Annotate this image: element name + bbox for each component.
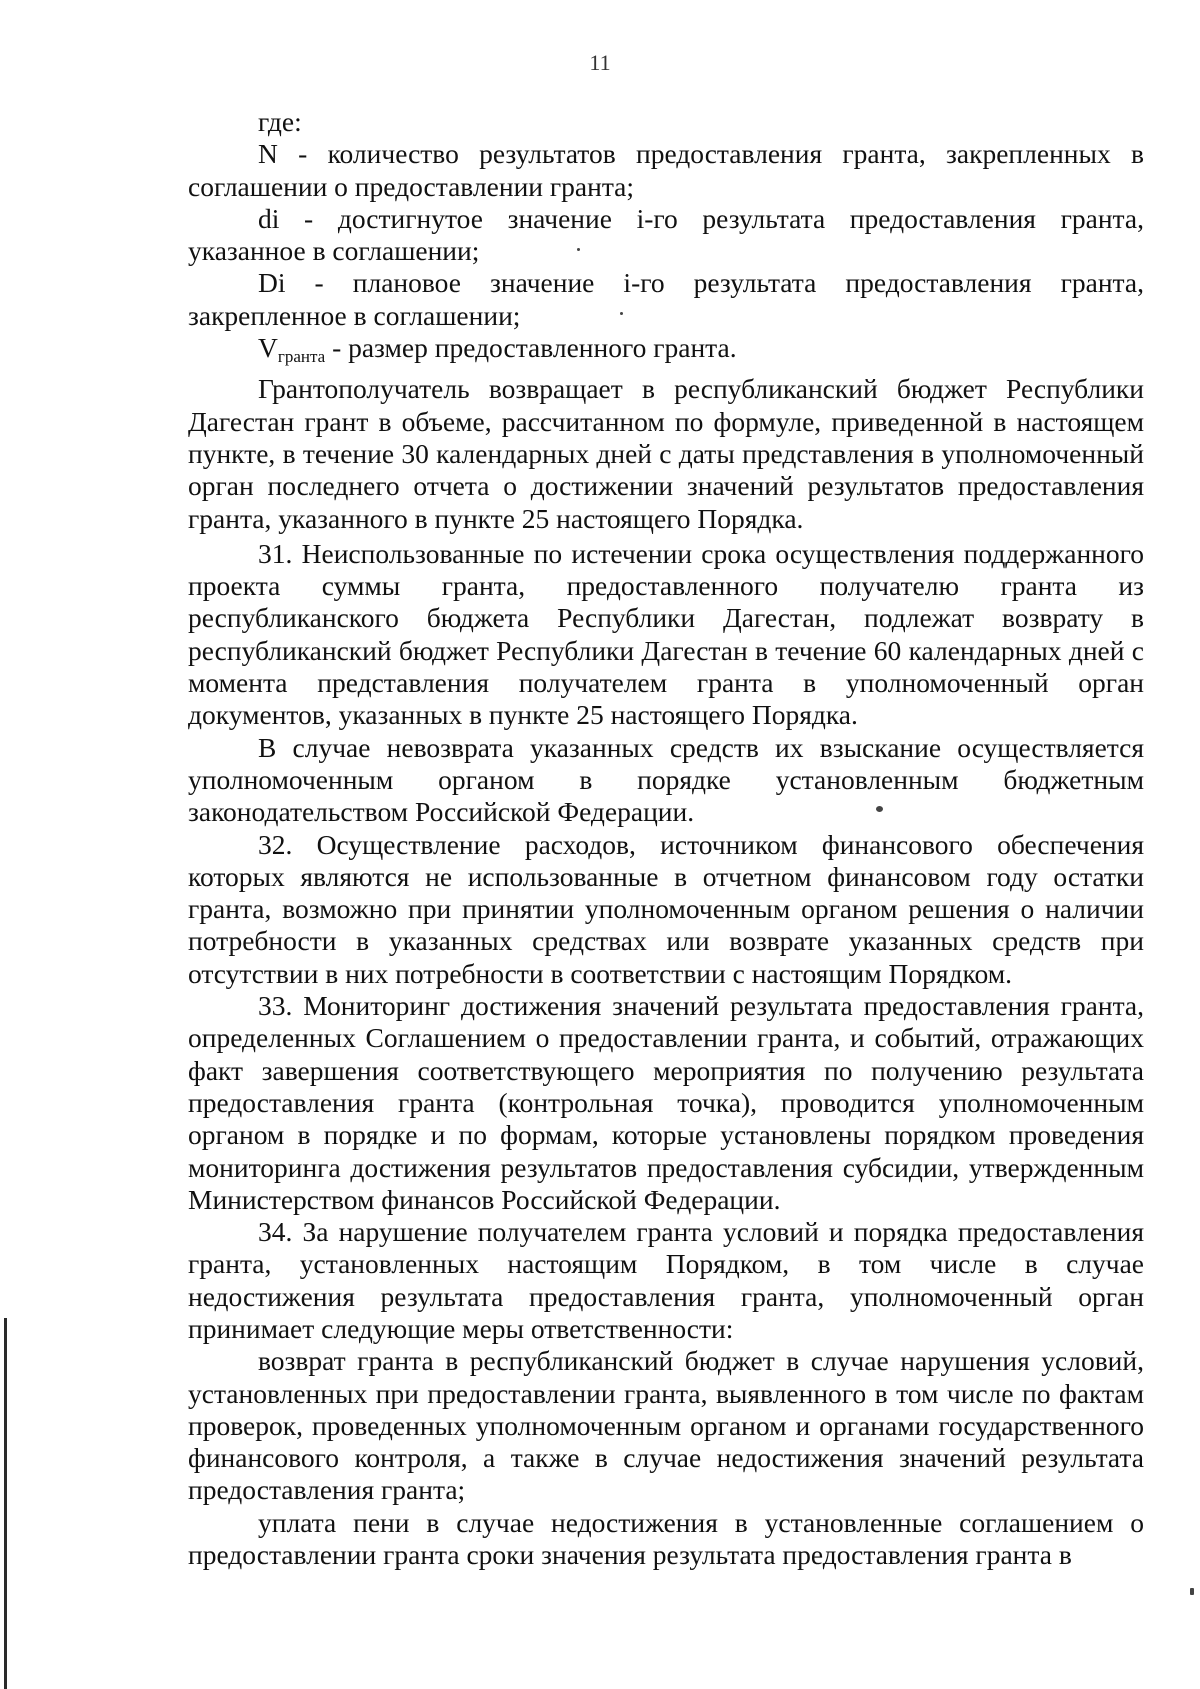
paragraph-Di-definition: Di - плановое значение i-го результата предоставления гранта, закрепленное в соглашении; [188, 267, 1144, 331]
scan-edge-line [4, 1318, 7, 1689]
paragraph-33: 33. Мониторинг достижения значений результата предоставления гранта, определенных Соглашением о предоставлении гранта, и событий, отражающих факт завершения соответствующего мероприятия по получению результата предоставления гранта (контрольная точка), проводится уполномоченным органом в порядке и по формам, которые установлены порядком проведения мониторинга достижения результатов предоставления субсидии, утвержденным Министерством финансов Российской Федерации. [188, 990, 1144, 1215]
paragraph-return-grant: Грантополучатель возвращает в республиканский бюджет Республики Дагестан грант в объеме, рассчитанном по формуле, приведенной в настоящем пункте, в течение 30 календарных дней с даты представления в уполномоченный орган последнего отчета о достижении значений результатов предоставления гранта, указанного в пункте 25 настоящего Порядка. [188, 373, 1144, 534]
paragraph-34: 34. За нарушение получателем гранта условий и порядка предоставления гранта, установленных настоящим Порядком, в том числе в случае недостижения результата предоставления гранта, уполномоченный орган принимает следующие меры ответственности: [188, 1216, 1144, 1344]
scan-speck [577, 248, 580, 251]
paragraph-v-definition [188, 332, 1144, 373]
paragraph-31: 31. Неиспользованные по истечении срока осуществления поддержанного проекта суммы гранта, предоставленного получателю гранта из республиканского бюджета Республики Дагестан, подлежат возврату в республиканский бюджет Республики Дагестан в течение 60 календарных дней с момента представления получателем гранта в уполномоченный орган документов, указанных в пункте 25 настоящего Порядка. [188, 537, 1144, 731]
paragraph-n-definition: N - количество результатов предоставления гранта, закрепленных в соглашении о предоставлении гранта; [188, 138, 1144, 202]
v-subscript: гранта [277, 347, 326, 367]
v-symbol: V [258, 332, 278, 364]
document-body [188, 106, 1144, 1571]
scan-speck [876, 806, 883, 812]
paragraph-32: 32. Осуществление расходов, источником финансового обеспечения которых являются не использованные в отчетном финансовом году остатки гранта, возможно при принятии уполномоченным органом решения о наличии потребности в указанных средствах или возврате указанных средств при отсутствии в них потребности в соответствии с настоящим Порядком. [188, 828, 1144, 989]
paragraph-34-measure-penalty: уплата пени в случае недостижения в установленные соглашением о предоставлении гранта сроки значения результата предоставления гранта в [188, 1506, 1144, 1571]
paragraph-31-continued: В случае невозврата указанных средств их взыскание осуществляется уполномоченным органом в порядке установленным бюджетным законодательством Российской Федерации. [188, 731, 1144, 828]
paragraph-34-measure-return: возврат гранта в республиканский бюджет в случае нарушения условий, установленных при предоставлении гранта, выявленного в том числе по фактам проверок, проведенных уполномоченным органом и органами государственного финансового контроля, а также в случае недостижения значений результата предоставления гранта; [188, 1345, 1144, 1506]
scan-speck [620, 312, 623, 315]
paragraph-di-definition: di - достигнутое значение i-го результата предоставления гранта, указанное в соглашении; [188, 202, 1144, 267]
scan-speck [1190, 1588, 1194, 1595]
paragraph-where: где: [258, 106, 302, 137]
v-definition-text: - размер предоставленного гранта. [325, 332, 737, 364]
page-number: 11 [589, 50, 611, 75]
